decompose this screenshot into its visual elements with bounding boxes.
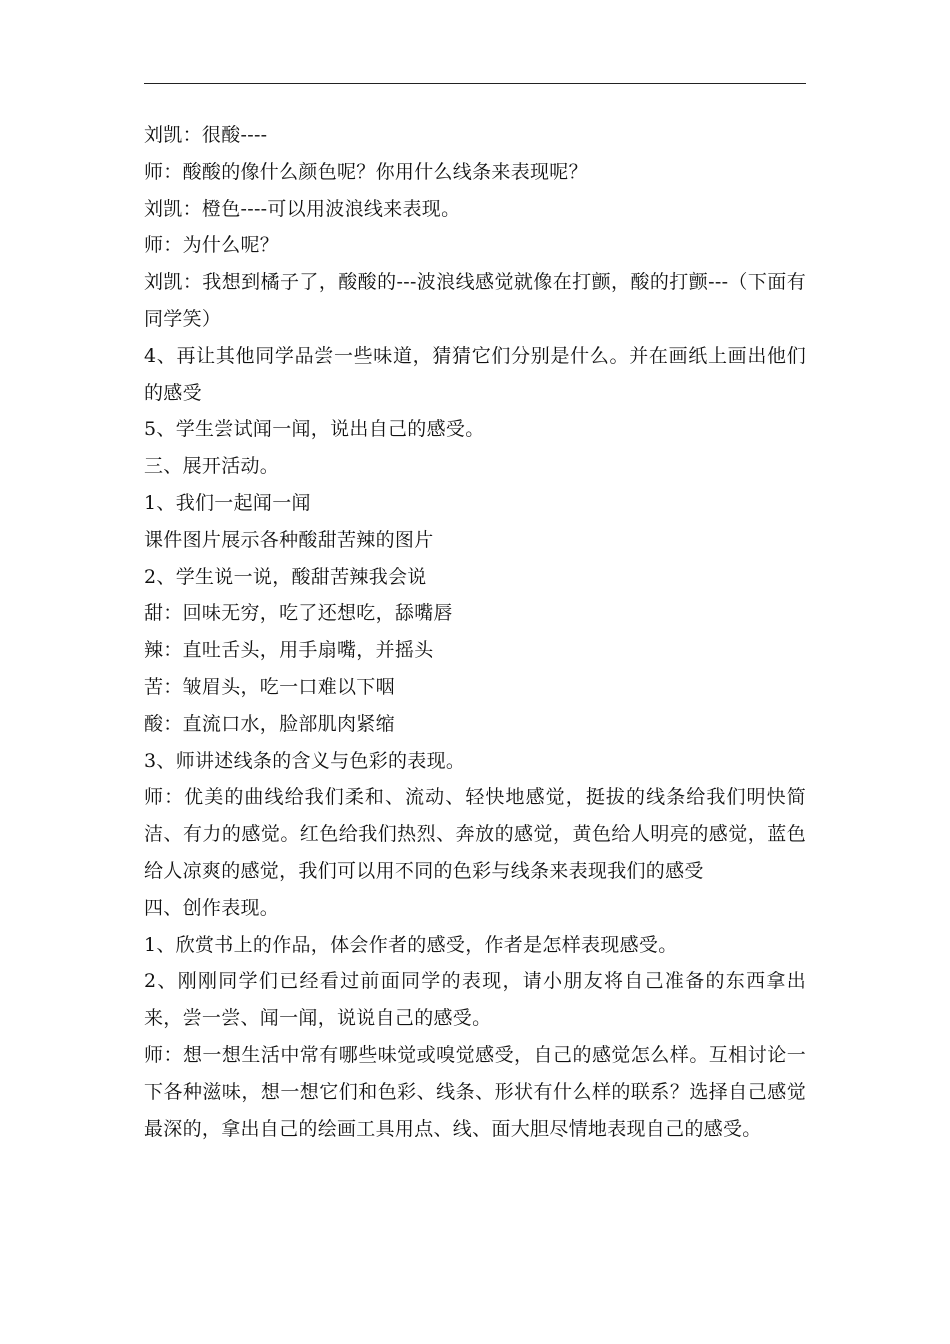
paragraph: 1、我们一起闻一闻 <box>144 491 311 514</box>
paragraph: 酸：直流口水，脸部肌肉紧缩 <box>144 712 395 735</box>
paragraph: 5、学生尝试闻一闻，说出自己的感受。 <box>144 418 485 441</box>
paragraph: 2、刚刚同学们已经看过前面同学的表现，请小朋友将自己准备的东西拿出来，尝一尝、闻一闻，说说自己的感受。 <box>144 970 806 1030</box>
paragraph: 2、学生说一说，酸甜苦辣我会说 <box>144 565 427 588</box>
paragraph: 刘凯：很酸---- <box>144 124 268 146</box>
paragraph: 3、师讲述线条的含义与色彩的表现。 <box>144 749 466 772</box>
paragraph: 师：酸酸的像什么颜色呢？你用什么线条来表现呢？ <box>144 160 588 183</box>
paragraph: 甜：回味无穷，吃了还想吃，舔嘴唇 <box>144 602 453 625</box>
paragraph: 刘凯：橙色----可以用波浪线来表现。 <box>144 197 461 220</box>
section-heading: 四、创作表现。 <box>144 896 280 919</box>
paragraph: 苦：皱眉头，吃一口难以下咽 <box>144 675 395 698</box>
header-rule <box>144 83 806 84</box>
paragraph: 辣：直吐舌头，用手扇嘴，并摇头 <box>144 639 434 662</box>
section-heading: 三、展开活动。 <box>144 455 280 478</box>
paragraph: 课件图片展示各种酸甜苦辣的图片 <box>144 528 434 551</box>
document-body <box>144 117 806 1147</box>
paragraph: 师：优美的曲线给我们柔和、流动、轻快地感觉，挺拔的线条给我们明快简洁、有力的感觉。红色给我们热烈、奔放的感觉，黄色给人明亮的感觉，蓝色给人凉爽的感觉，我们可以用不同的色彩与线条来表现我们的感受 <box>144 786 806 882</box>
paragraph: 1、欣赏书上的作品，体会作者的感受，作者是怎样表现感受。 <box>144 933 678 956</box>
paragraph: 4、再让其他同学品尝一些味道，猜猜它们分别是什么。并在画纸上画出他们的感受 <box>144 344 806 404</box>
paragraph: 刘凯：我想到橘子了，酸酸的---波浪线感觉就像在打颤，酸的打颤---（下面有同学笑） <box>144 271 806 330</box>
paragraph: 师：想一想生活中常有哪些味觉或嗅觉感受，自己的感觉怎么样。互相讨论一下各种滋味，想一想它们和色彩、线条、形状有什么样的联系？选择自己感觉最深的，拿出自己的绘画工具用点、线、面大胆尽情地表现自己的感受。 <box>144 1043 806 1140</box>
paragraph: 师：为什么呢？ <box>144 234 280 257</box>
